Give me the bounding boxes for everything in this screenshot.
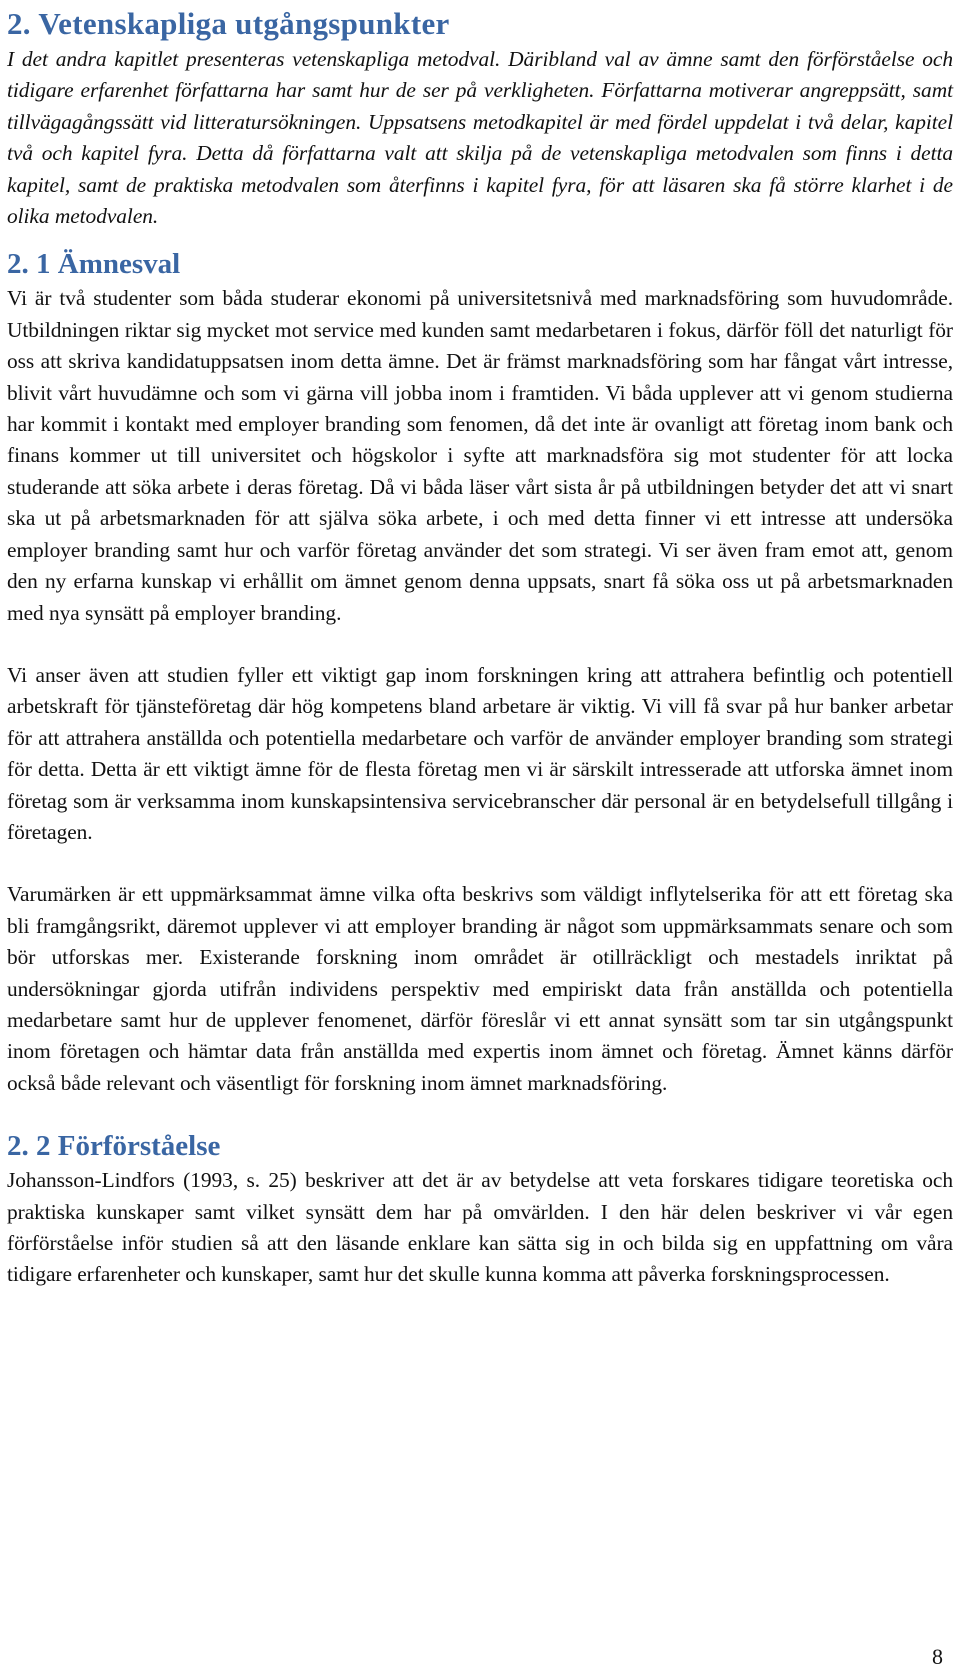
paragraph-amnesval-1: Vi är två studenter som båda studerar ekonomi på universitetsnivå med marknadsföring som huvudområde. Utbildningen riktar sig mycket mot service med kunden samt medarbetaren i fokus, därför föll det naturligt för oss att skriva kandidatuppsatsen inom detta ämne. Det är främst marknadsföring som har fångat vårt intresse, blivit vårt huvudämne och som vi gärna vill jobba inom i framtiden. Vi båda upplever att vi genom studierna har kommit i kontakt med employer branding som fenomen, då det inte är ovanligt att företag inom bank och finans kommer ut till universitet och högskolor i syfte att marknadsföra sig mot studenter för att locka studerande att söka arbete i deras företag. Då vi båda läser vårt sista år på utbildningen betyder det att vi snart ska ut på arbetsmarknaden för att själva söka arbete, i och med detta finner vi ett intresse att undersöka employer branding samt hur och varför företag använder det som strategi. Vi ser även fram emot att, genom den ny erfarna kunskap vi erhållit om ämnet genom denna uppsats, snart få söka oss ut på arbetsmarknaden med nya synsätt på employer branding. xyxy=(7,286,953,625)
paragraph-forforstaelse-1: Johansson-Lindfors (1993, s. 25) beskriver att det är av betydelse att veta forskares tidigare teoretiska och praktiska kunskaper samt vilket synsätt dem har på omvärlden. I den här delen beskriver vi vår egen förförståelse inför studien så att den läsande enklare kan sätta sig in och bilda sig en uppfattning om våra tidigare erfarenheter och kunskaper, samt hur det skulle kunna komma att påverka forskningsprocessen. xyxy=(7,1168,953,1287)
chapter-heading: 2. Vetenskapliga utgångspunkter xyxy=(7,6,450,41)
section-heading-amnesval: 2. 1 Ämnesval xyxy=(7,248,181,281)
paragraph-amnesval-2: Vi anser även att studien fyller ett viktigt gap inom forskningen kring att attrahera befintlig och potentiell arbetskraft för tjänsteföretag där hög kompetens bland arbetare är viktig. Vi vill få svar på hur banker arbetar för att attrahera anställda och potentiella medarbetare och varför de använder employer branding som strategi för detta. Detta är ett viktigt ämne för de flesta företag men vi är särskilt intresserade att utforska ämnet inom företag som är verksamma inom kunskapsintensiva servicebranscher där personal är en betydelsefull tillgång i företagen. xyxy=(7,662,953,844)
intro-paragraph: I det andra kapitlet presenteras vetenskapliga metodval. Däribland val av ämne samt den förförståelse och tidigare erfarenhet författarna har samt hur de ser på verkligheten. Författarna motiverar angreppsätt, samt tillvägagångssätt vid litteratursökningen. Uppsatsens metodkapitel är med fördel uppdelat i två delar, kapitel två och kapitel fyra. Detta då författarna valt att skilja på de vetenskapliga metodvalen som finns i detta kapitel, samt de praktiska metodvalen som återfinns i kapitel fyra, för att läsaren ska få större klarhet i de olika metodvalen. xyxy=(7,47,953,229)
section-heading-forforstaelse: 2. 2 Förförståelse xyxy=(7,1130,221,1163)
document-page xyxy=(7,0,953,1291)
paragraph-amnesval-3: Varumärken är ett uppmärksammat ämne vilka ofta beskrivs som väldigt inflytelserika för att ett företag ska bli framgångsrikt, däremot upplever vi att employer branding är något som uppmärksammats senare och som bör utforskas mer. Existerande forskning inom området är otillräckligt och mestadels inriktat på undersökningar gjorda utifrån individens perspektiv med empiriskt data från anställda och potentiella medarbetare samt hur de upplever fenomenet, därför föreslår vi ett annat synsätt som tar sin utgångspunkt inom företagen och hämtar data från anställda med expertis inom ämnet och företag. Ämnet känns därför också både relevant och väsentligt för forskning inom ämnet marknadsföring. xyxy=(7,882,953,1095)
page-number: 8 xyxy=(932,1644,943,1669)
